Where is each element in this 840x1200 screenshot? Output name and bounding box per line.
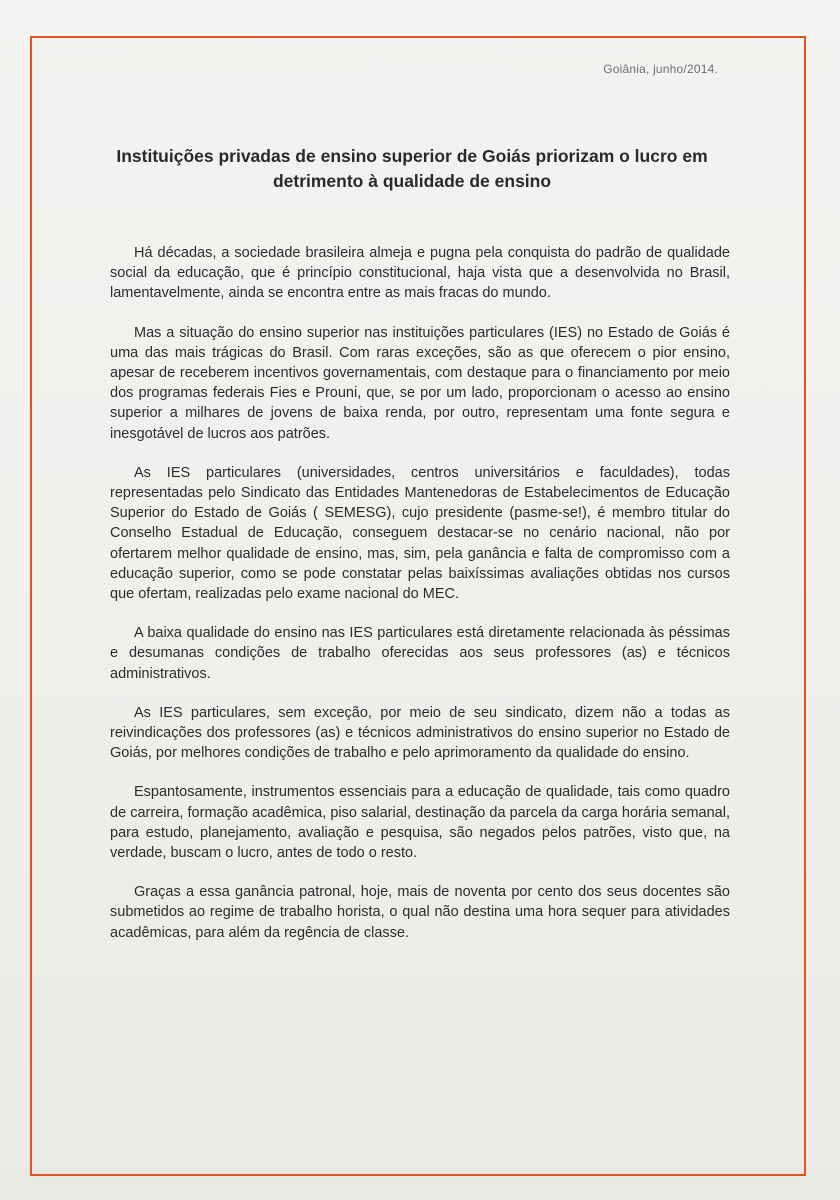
paragraph-3: As IES particulares (universidades, centros universitários e faculdades), todas representadas pelo Sindicato das Entidades Mantenedoras de Estabelecimentos de Educação Superior do Estado de Goiás ( SEMESG), cujo presidente (pasme-se!), é membro titular do Conselho Estadual de Educação, conseguem destacar-se no cenário nacional, não por ofertarem melhor qualidade de ensino, mas, sim, pela ganância e falta de compromisso com a educação superior, como se pode constatar pelas baixíssimas avaliações obtidas nos cursos que ofertam, realizadas pelo exame nacional do MEC.	[110, 464, 730, 603]
paragraph-1: Há décadas, a sociedade brasileira almeja e pugna pela conquista do padrão de qualidade social da educação, que é princípio constitucional, haja vista que a desenvolvida no Brasil, lamentavelmente, ainda se encontra entre as mais fracas do mundo.	[110, 245, 730, 302]
paragraph-5: As IES particulares, sem exceção, por meio de seu sindicato, dizem não a todas as reivindicações dos professores (as) e técnicos administrativos do ensino superior no Estado de Goiás, por melhores condições de trabalho e pelo aprimoramento da qualidade do ensino.	[110, 704, 730, 762]
paragraph-2: Mas a situação do ensino superior nas instituições particulares (IES) no Estado de Goiás é uma das mais trágicas do Brasil. Com raras exceções, são as que oferecem o pior ensino, apesar de receberem incentivos governamentais, com destaque para o financiamento por meio dos programas federais Fies e Prouni, que, se por um lado, proporcionam o acesso ao ensino superior a milhares de jovens de baixa renda, por outro, representam uma fonte segura e inesgotável de lucros aos patrões.	[110, 324, 730, 442]
paragraph-6: Espantosamente, instrumentos essenciais para a educação de qualidade, tais como quadro de carreira, formação acadêmica, piso salarial, destinação da parcela da carga horária semanal, para estudo, planejamento, avaliação e pesquisa, são negados pelos patrões, visto que, na verdade, buscam o lucro, antes de todo o resto.	[110, 784, 730, 862]
paragraph-4: A baixa qualidade do ensino nas IES particulares está diretamente relacionada às péssimas e desumanas condições de trabalho oferecidas aos seus professores (as) e técnicos administrativos.	[110, 625, 730, 682]
date-line: Goiânia, junho/2014.	[603, 62, 718, 76]
document-body	[110, 243, 730, 962]
paragraph-7: Graças a essa ganância patronal, hoje, mais de noventa por cento dos seus docentes são submetidos ao regime de trabalho horista, o qual não destina uma hora sequer para atividades acadêmicas, para além da regência de classe.	[110, 884, 730, 941]
document-title: Instituições privadas de ensino superior de Goiás priorizam o lucro em detrimento à qualidade de ensino	[116, 146, 708, 191]
